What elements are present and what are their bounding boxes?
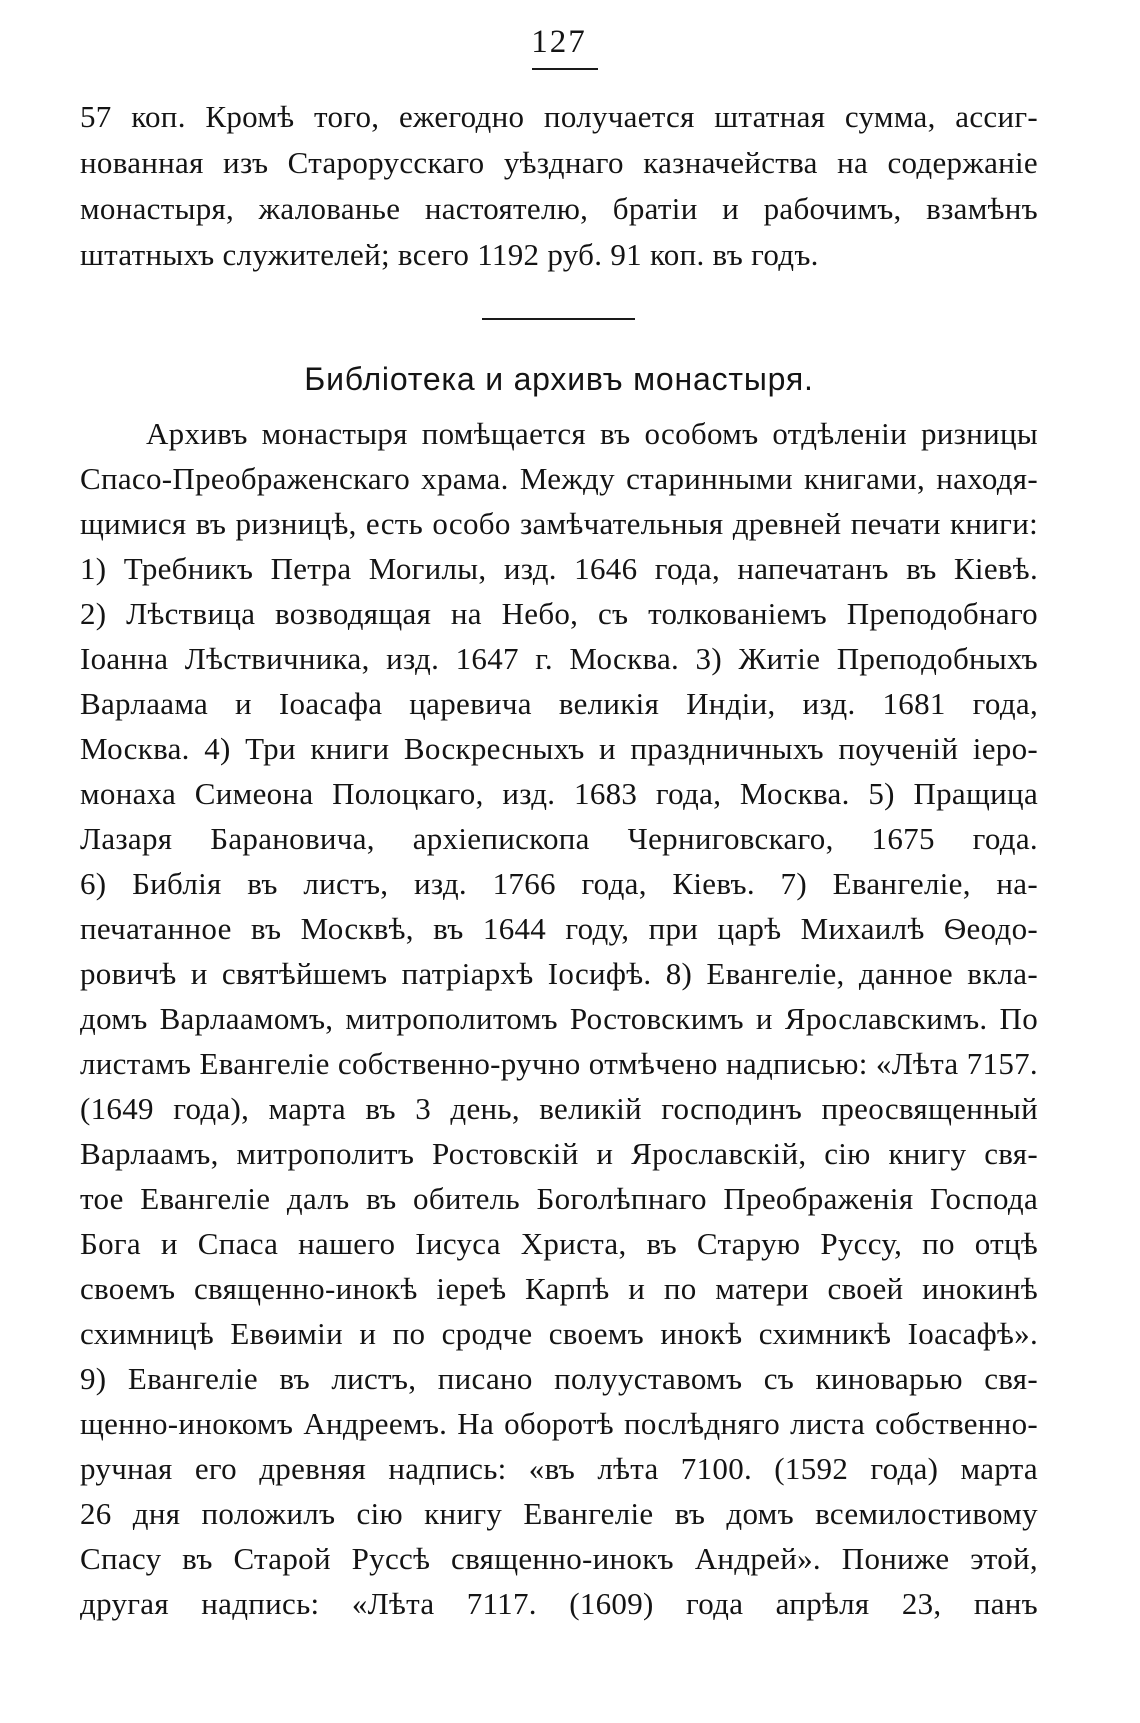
body-line-9: монаха Симеона Полоцкаго, изд. 1683 года, Москва. 5) Пращица <box>80 776 1038 811</box>
body-line-5: 2) Лѣствица возводящая на Небо, съ толкованіемъ Преподобнаго <box>80 596 1038 631</box>
section-title: Библіотека и архивъ монастыря. <box>304 361 814 397</box>
body-line-10: Лазаря Барановича, архіепископа Черниговскаго, 1675 года. <box>80 821 1038 856</box>
intro-line-1: 57 коп. Кромѣ того, ежегодно получается штатная сумма, ассиг- <box>80 99 1038 134</box>
intro-line-4: штатныхъ служителей; всего 1192 руб. 91 коп. въ годъ. <box>80 237 819 272</box>
body-line-2: Спасо-Преображенскаго храма. Между старинными книгами, находя- <box>80 461 1038 496</box>
body-line-27: другая надпись: «Лѣта 7117. (1609) года апрѣля 23, панъ <box>80 1586 1038 1621</box>
page-number-underline <box>532 68 598 70</box>
body-line-19: Бога и Спаса нашего Іисуса Христа, въ Старую Руссу, по отцѣ <box>80 1226 1038 1261</box>
body-line-26: Спасу въ Старой Руссѣ священно-инокъ Андрей». Пониже этой, <box>80 1541 1038 1576</box>
body-line-20: своемъ священно-инокѣ іереѣ Карпѣ и по матери своей инокинѣ <box>80 1271 1038 1306</box>
body-line-17: Варлаамъ, митрополитъ Ростовскій и Ярославскій, сію книгу свя- <box>80 1136 1038 1171</box>
body-line-18: тое Евангеліе далъ въ обитель Боголѣпнаго Преображенія Господа <box>80 1181 1038 1216</box>
body-line-15: листамъ Евангеліе собственно-ручно отмѣчено надписью: «Лѣта 7157. <box>80 1046 1038 1081</box>
body-line-3: щимися въ ризницѣ, есть особо замѣчательныя древней печати книги: <box>80 506 1038 541</box>
intro-line-3: монастыря, жалованье настоятелю, братіи и рабочимъ, взамѣнъ <box>80 191 1038 226</box>
body-line-23: щенно-инокомъ Андреемъ. На оборотѣ послѣдняго листа собственно- <box>80 1406 1038 1441</box>
body-line-12: печатанное въ Москвѣ, въ 1644 году, при царѣ Михаилѣ Ѳеодо- <box>80 911 1038 946</box>
body-line-7: Варлаама и Іоасафа царевича великія Индіи, изд. 1681 года, <box>80 686 1038 721</box>
section-divider <box>482 318 635 320</box>
intro-line-2: нованная изъ Старорусскаго уѣзднаго казначейства на содержаніе <box>80 145 1038 180</box>
book-page <box>80 0 1038 1723</box>
body-line-8: Москва. 4) Три книги Воскресныхъ и праздничныхъ поученій іеро- <box>80 731 1038 766</box>
body-line-14: домъ Варлаамомъ, митрополитомъ Ростовскимъ и Ярославскимъ. По <box>80 1001 1038 1036</box>
body-line-16: (1649 года), марта въ 3 день, великій господинъ преосвященный <box>80 1091 1038 1126</box>
body-line-4: 1) Требникъ Петра Могилы, изд. 1646 года, напечатанъ въ Кіевѣ. <box>80 551 1038 586</box>
body-line-13: ровичѣ и святѣйшемъ патріархѣ Іосифѣ. 8) Евангеліе, данное вкла- <box>80 956 1038 991</box>
body-line-21: схимницѣ Евѳиміи и по сродче своемъ инокѣ схимникѣ Іоасафѣ». <box>80 1316 1038 1351</box>
body-line-1: Архивъ монастыря помѣщается въ особомъ отдѣленіи ризницы <box>146 416 1038 451</box>
body-line-22: 9) Евангеліе въ листъ, писано полууставомъ съ киноварью свя- <box>80 1361 1038 1396</box>
body-line-24: ручная его древняя надпись: «въ лѣта 7100. (1592 года) марта <box>80 1451 1038 1486</box>
body-line-25: 26 дня положилъ сію книгу Евангеліе въ домъ всемилостивому <box>80 1496 1038 1531</box>
page-number: 127 <box>531 24 587 60</box>
body-line-6: Іоанна Лѣствичника, изд. 1647 г. Москва. 3) Житіе Преподобныхъ <box>80 641 1038 676</box>
body-line-11: 6) Библія въ листъ, изд. 1766 года, Кіевъ. 7) Евангеліе, на- <box>80 866 1038 901</box>
